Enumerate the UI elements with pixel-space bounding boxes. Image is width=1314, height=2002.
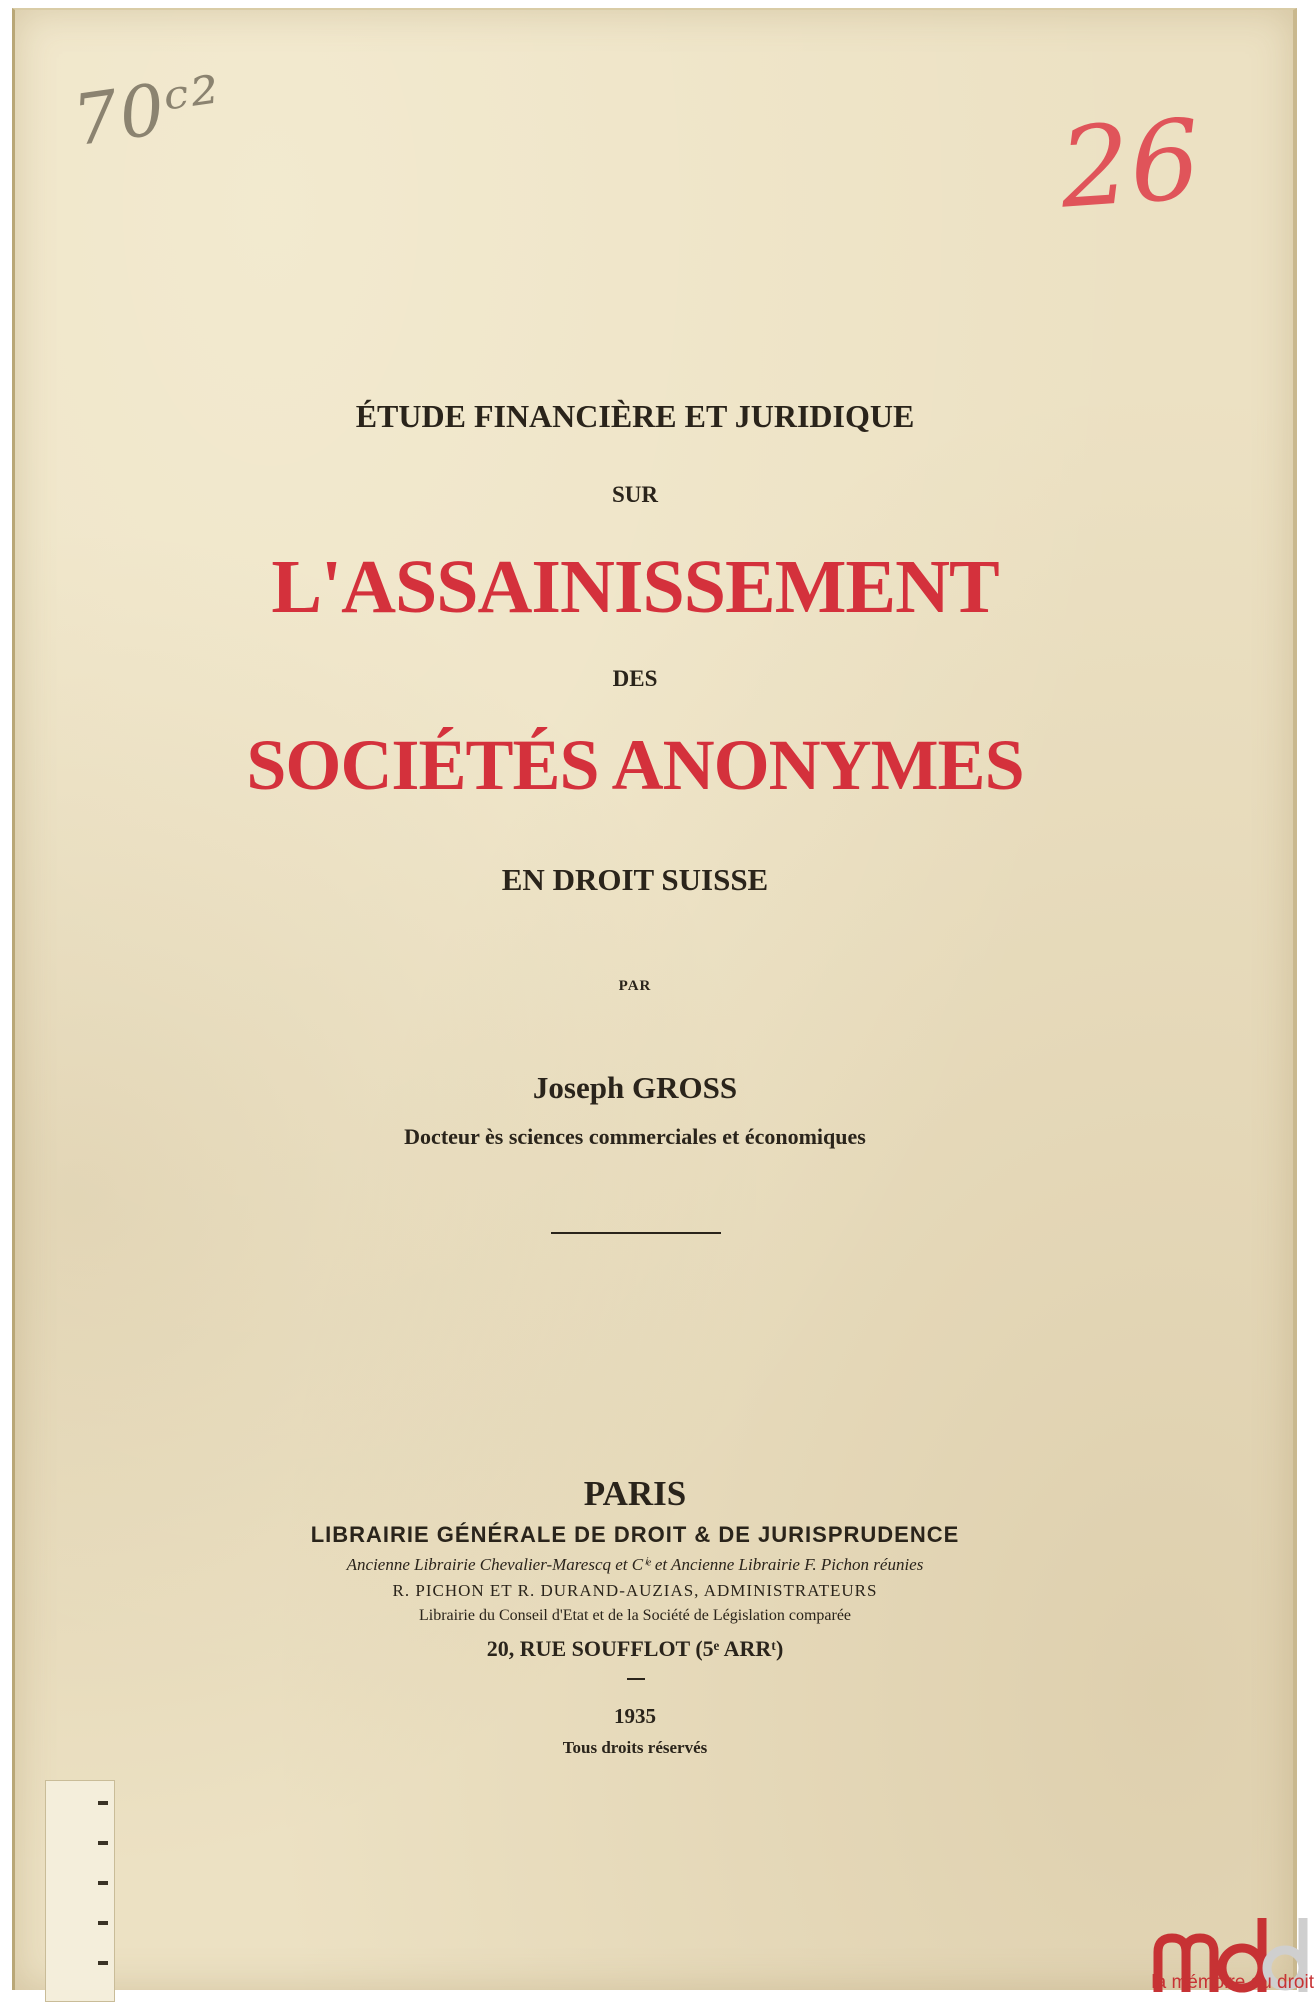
connector-des: DES	[612, 666, 658, 691]
book-cover	[12, 8, 1297, 1990]
publisher-administrators: R. PICHON ET R. DURAND-AUZIAS, ADMINISTRATEURS	[392, 1581, 878, 1600]
watermark-text: la mémoire du droit	[1151, 1972, 1314, 1993]
pencil-annotation: 70ᶜ²	[68, 59, 228, 163]
subtitle-line-4: EN DROIT SUISSE	[501, 862, 769, 897]
subtitle-line-1: ÉTUDE FINANCIÈRE ET JURIDIQUE	[355, 398, 915, 434]
publisher-former: Ancienne Librairie Chevalier-Marescq et Cⁱᵉ et Ancienne Librairie F. Pichon réunies	[346, 1555, 924, 1574]
author-name: Joseph GROSS	[532, 1070, 738, 1105]
separator-rule	[551, 1232, 721, 1234]
by-label: PAR	[618, 978, 652, 994]
rights-notice: Tous droits réservés	[562, 1738, 708, 1757]
title-second: SOCIÉTÉS ANONYMES	[246, 725, 1024, 805]
connector-sur: SUR	[611, 482, 658, 507]
red-number-annotation: 26	[1055, 95, 1205, 233]
year-dash	[627, 1678, 645, 1680]
spine-tape	[45, 1780, 115, 2002]
author-credential: Docteur ès sciences commerciales et économiques	[404, 1124, 866, 1149]
publisher-affiliation: Librairie du Conseil d'Etat et de la Société de Législation comparée	[418, 1607, 852, 1624]
publisher-address: 20, RUE SOUFFLOT (5ᵉ ARRᵗ)	[486, 1636, 784, 1661]
publisher-name: LIBRAIRIE GÉNÉRALE DE DROIT & DE JURISPRUDENCE	[310, 1522, 960, 1547]
publisher-city: PARIS	[583, 1474, 687, 1513]
publication-year: 1935	[614, 1704, 656, 1728]
title-main: L'ASSAINISSEMENT	[271, 545, 999, 629]
